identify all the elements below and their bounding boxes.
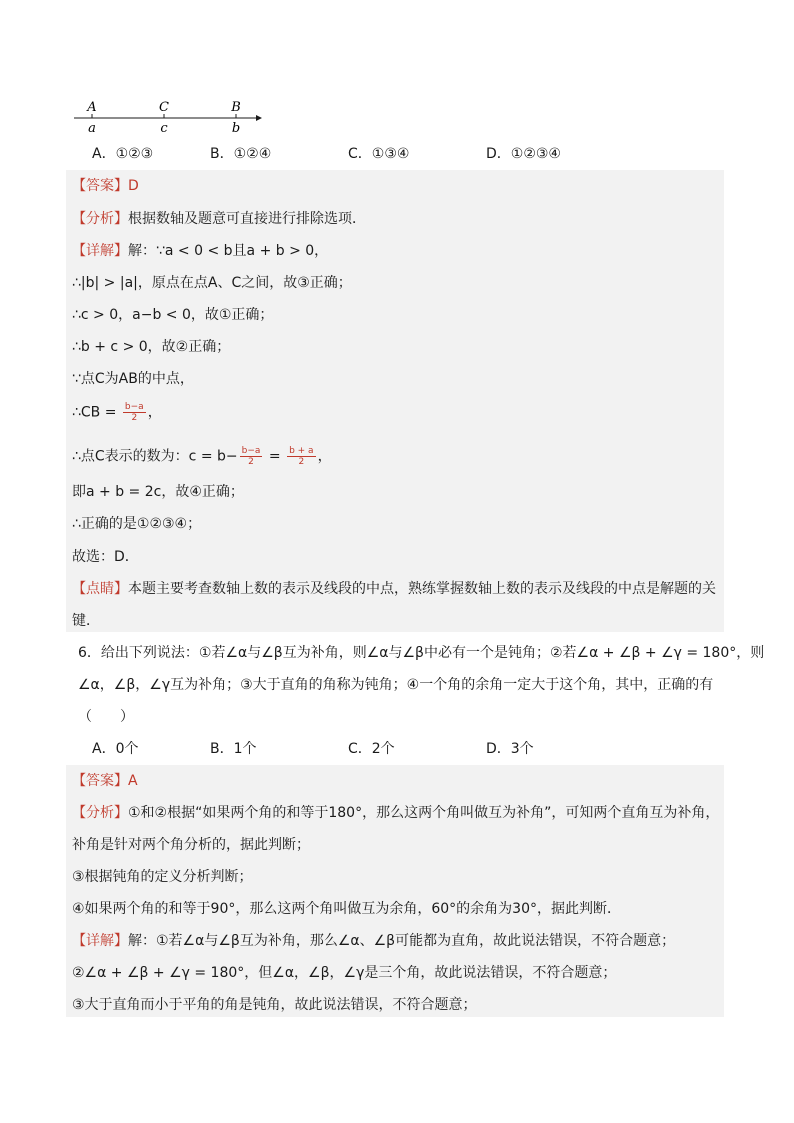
q6-detail-2: ②∠α + ∠β + ∠γ = 180°，但∠α，∠β，∠γ是三个角，故此说法错误，不符合题意； (72, 965, 617, 981)
q5-detail-1: 【详解】解：∵a < 0 < b且a + b > 0， (72, 243, 329, 259)
label-b: b (231, 121, 241, 136)
number-line-arrow (256, 115, 262, 121)
q6-option-a: A．0个 (92, 741, 139, 757)
q6-option-d: D．3个 (486, 741, 534, 757)
q6-analysis-2: 补角是针对两个角分析的，据此判断； (72, 837, 310, 853)
q6-analysis-3: ③根据钝角的定义分析判断； (72, 869, 253, 885)
q5-detail-6: ∴CB = $\frac{b-a}{2}$ ， (72, 402, 162, 423)
q6-option-c: C．2个 (348, 741, 395, 757)
q6-stem-3: （ ） (78, 709, 134, 725)
number-line-figure (70, 96, 270, 136)
q5-detail-10: 故选：D． (72, 549, 139, 565)
label-A: A (87, 100, 97, 115)
q5-comment-2: 键． (72, 613, 100, 629)
q6-detail-1: 【详解】解：①若∠α与∠β互为补角，那么∠α、∠β可能都为直角，故此说法错误，不符合题意； (72, 933, 676, 949)
q6-detail-3: ③大于直角而小于平角的角是钝角，故此说法错误，不符合题意； (72, 997, 477, 1013)
q6-analysis-1: 【分析】①和②根据“如果两个角的和等于180°，那么这两个角叫做互为补角”，可知两个直角互为补角， (72, 805, 720, 821)
label-c: c (160, 121, 168, 136)
q6-answer: 【答案】A (72, 773, 138, 789)
q5-option-a: A．①②③ (92, 146, 154, 162)
q5-analysis: 【分析】根据数轴及题意可直接进行排除选项． (72, 211, 366, 227)
q6-stem-2: ∠α，∠β，∠γ互为补角；③大于直角的角称为钝角；④一个角的余角一定大于这个角，其中，正确的有 (78, 677, 714, 693)
q5-detail-7: ∴点C表示的数为：c = b− $\frac{b-a}{2}$ = $\frac{b + a}{2}$ ， (72, 446, 332, 467)
q5-option-d: D．①②③④ (486, 146, 561, 162)
q6-answer-value: A (128, 773, 138, 789)
q5-comment-1: 【点睛】本题主要考查数轴上数的表示及线段的中点，熟练掌握数轴上数的表示及线段的中点是解题的关 (72, 581, 716, 597)
label-C: C (159, 100, 169, 115)
q5-detail-3: ∴c > 0，a−b < 0，故①正确； (72, 307, 274, 323)
label-B: B (231, 100, 241, 115)
q5-option-c: C．①③④ (348, 146, 410, 162)
q6-stem-1: 6．给出下列说法：①若∠α与∠β互为补角，则∠α与∠β中必有一个是钝角；②若∠α + ∠β + ∠γ = 180°，则 (78, 645, 765, 661)
q5-option-b: B．①②④ (210, 146, 272, 162)
fraction-1: $\frac{b-a}{2}$ (241, 446, 261, 467)
q5-detail-9: ∴正确的是①②③④； (72, 516, 202, 532)
label-a: a (88, 121, 96, 136)
q6-option-b: B．1个 (210, 741, 257, 757)
fraction-2: $\frac{b + a}{2}$ (289, 446, 314, 467)
q6-analysis-4: ④如果两个角的和等于90°，那么这两个角叫做互为余角，60°的余角为30°，据此判断． (72, 901, 621, 917)
q5-answer-value: D (128, 178, 139, 194)
fraction-cb: $\frac{b-a}{2}$ (124, 402, 144, 423)
q5-detail-5: ∵点C为AB的中点， (72, 371, 194, 387)
q5-answer: 【答案】D (72, 178, 139, 194)
q5-detail-2: ∴|b| > |a|，原点在点A、C之间，故③正确； (72, 275, 352, 291)
q5-detail-4: ∴b + c > 0，故②正确； (72, 339, 231, 355)
q5-detail-8: 即a + b = 2c，故④正确； (72, 484, 244, 500)
